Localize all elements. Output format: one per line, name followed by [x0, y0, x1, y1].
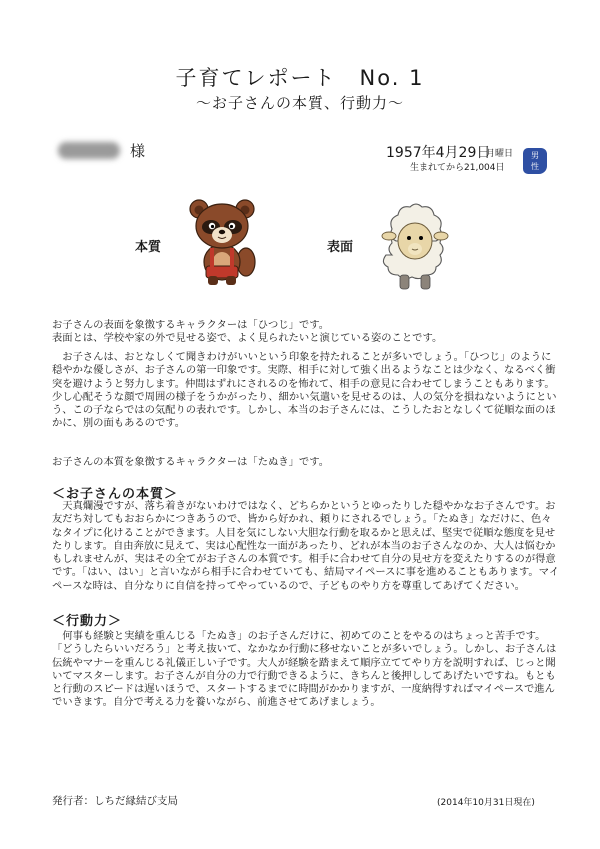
action-heading: ＜行動力＞: [52, 614, 123, 629]
essence-section: [52, 500, 560, 593]
essence-heading: ＜お子さんの本質＞: [52, 487, 179, 502]
essence-lead: お子さんの本質を象徴するキャラクターは「たぬき」です。: [52, 456, 329, 468]
surface-paragraph: お子さんは、おとなしくて聞きわけがいいという印象を持たれることが多いでしょう。「ひつじ」のように穏やかな優しさが、お子さんの第一印象です。実際、相手に対して強く出るようなことは少なく、なるべく衝突を避けようと努力します。仲間はずれにされるのを怖れて、相手の意見に合わせてしまうこともあります。少し心配そうな顔で周囲の様子をうかがったり、細かい気遣いを見せるのは、人の気分を損ねないようにという、この子ならではの気配りの表れです。しかし、本当のお子さんには、こうしたおとなしくて従順な面のほかに、別の面もあるのです。: [52, 351, 557, 430]
outer-character-label: 表面: [327, 240, 354, 255]
inner-character-label: 本質: [135, 240, 162, 255]
surface-section: [52, 351, 560, 431]
publisher: 発行者：しちだ縁結び支局: [52, 795, 178, 807]
surface-lead: お子さんの表面を象徴するキャラクターは「ひつじ」です。: [52, 319, 329, 331]
recipient-name-redacted: [58, 142, 120, 159]
essence-paragraph: 天真爛漫ですが、落ち着きがないわけではなく、どちらかというとゆったりした穏やかなお子さんです。お友だち対してもおおらかにつきあうので、皆から好かれ、頼りにされるでしょう。「たぬき」なだけに、色々なタイプに化けることができます。人目を気にしない大胆な行動を取るかと思えば、堅実で従順な態度を見せたりします。自由奔放に見えて、実は心配性な一面があったり、どれが本当のお子さんなのか、大人は悩むかもしれませんが、実はその全てがお子さんの本質です。相手に合わせて自分の見せ方を変えたりするのが得意です。「はい、はい」と言いながら相手に合わせていても、結局マイペースに事を進めることもあります。マイペースな時は、自分なりに自信を持ってやっているので、子どものやり方を尊重してあげてください。: [52, 500, 560, 592]
sheep-icon: [380, 203, 450, 293]
surface-definition: 表面とは、学校や家の外で見せる姿で、よく見られたいと演じている姿のことです。: [52, 332, 443, 345]
tanuki-icon: [186, 196, 258, 288]
as-of-date: (2014年10月31日現在): [437, 798, 535, 808]
birth-date: 1957年4月29日: [386, 145, 491, 161]
action-section: [52, 630, 560, 710]
days-since-birth: 生まれてから21,004日: [410, 163, 505, 173]
action-paragraph: 何事も経験と実績を重んじる「たぬき」のお子さんだけに、初めてのことをやるのはちょっと苦手です。「どうしたらいいだろう」と考え抜いて、なかなか行動に移せないことが多いでしょう。しかし、お子さんは伝統やマナーを重んじる礼儀正しい子です。大人が経験を踏まえて順序立ててやり方を説明すれば、じっと聞いてマスターします。お子さんが自分の力で行動できるように、きちんと後押ししてあげたいですね。もともと行動のスピードは遅いほうで、スタートするまでに時間がかかりますが、一度納得すればマイペースで進んでいきます。自分で考える力を養いながら、前進させてあげましょう。: [52, 630, 557, 709]
recipient-honorific: 様: [130, 142, 146, 160]
gender-label: 男性: [531, 151, 539, 171]
essence-intro: [52, 456, 560, 469]
report-title: 子育てレポート No. 1: [175, 66, 425, 90]
report-subtitle: ～お子さんの本質、行動力～: [195, 94, 404, 112]
gender-badge: [523, 148, 547, 174]
surface-intro: [52, 319, 560, 346]
birth-weekday: 月曜日: [486, 149, 514, 159]
